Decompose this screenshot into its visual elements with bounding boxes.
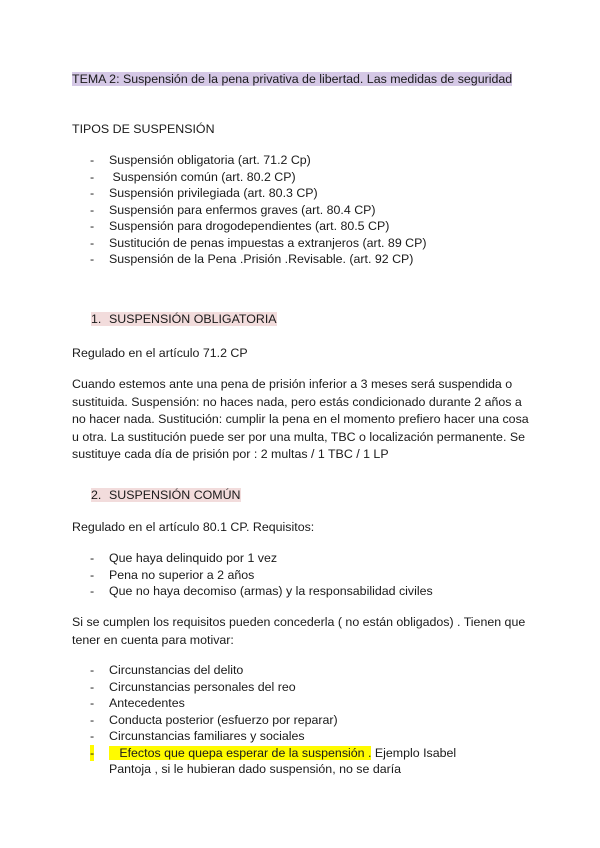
list-item: - Pena no superior a 2 años	[90, 567, 255, 582]
list-item: - Suspensión común (art. 80.2 CP)	[90, 169, 296, 184]
list-item: - Conducta posterior (esfuerzo por reparar)	[90, 712, 338, 727]
section1-body: Cuando estemos ante una pena de prisión inferior a 3 meses será suspendida o sustituida. Suspensión: no haces nada, pero estás condicionado durante 2 años a no hacer nada. Sustitución: cumplir la pena en el momento prefiero hacer una cosa u otra. La sustitución puede ser por una multa, TBC o localización permanente. Se sustituye cada día de prisión por : 2 multas / 1 TBC / 1 LP	[72, 377, 529, 461]
section2-body: Si se cumplen los requisitos pueden concederla ( no están obligados) . Tienen que tener en cuenta para motivar:	[72, 615, 526, 647]
section1-heading: 1. SUSPENSIÓN OBLIGATORIA	[91, 312, 277, 326]
list-item: - Sustitución de penas impuestas a extranjeros (art. 89 CP)	[90, 235, 427, 250]
list-item: - Suspensión para drogodependientes (art. 80.5 CP)	[90, 219, 390, 233]
tipos-list	[72, 152, 542, 268]
tipos-heading: TIPOS DE SUSPENSIÓN	[72, 122, 215, 136]
list-item: - Suspensión para enfermos graves (art. 80.4 CP)	[90, 202, 376, 217]
section1-regulado: Regulado en el artículo 71.2 CP	[72, 346, 248, 360]
list-item: - Circunstancias personales del reo	[90, 679, 296, 694]
list-item: - Suspensión privilegiada (art. 80.3 CP)	[90, 186, 318, 200]
list-item: - Circunstancias del delito	[90, 663, 244, 677]
list-item: - Circunstancias familiares y sociales	[90, 729, 305, 743]
list-item: - Que haya delinquido por 1 vez	[90, 551, 278, 565]
highlighted-text: Efectos que quepa esperar de la suspensión .	[119, 745, 372, 760]
requisitos-list	[72, 550, 542, 600]
list-item-highlighted: - Efectos que quepa esperar de la suspensión . Ejemplo Isabel Pantoja , si le hubieran dado suspensión, no se daría	[90, 745, 457, 776]
motivar-list	[72, 662, 542, 778]
list-item: - Suspensión de la Pena .Prisión .Revisable. (art. 92 CP)	[90, 252, 414, 266]
list-item: - Suspensión obligatoria (art. 71.2 Cp)	[90, 153, 311, 167]
list-item: - Que no haya decomiso (armas) y la responsabilidad civiles	[90, 584, 433, 598]
section2-regulado: Regulado en el artículo 80.1 CP. Requisitos:	[72, 520, 315, 534]
document-title	[72, 71, 512, 87]
section2-heading: 2. SUSPENSIÓN COMÚN	[91, 488, 241, 502]
list-item: - Antecedentes	[90, 696, 185, 710]
title-text: TEMA 2: Suspensión de la pena privativa de libertad. Las medidas de seguridad	[72, 72, 513, 86]
